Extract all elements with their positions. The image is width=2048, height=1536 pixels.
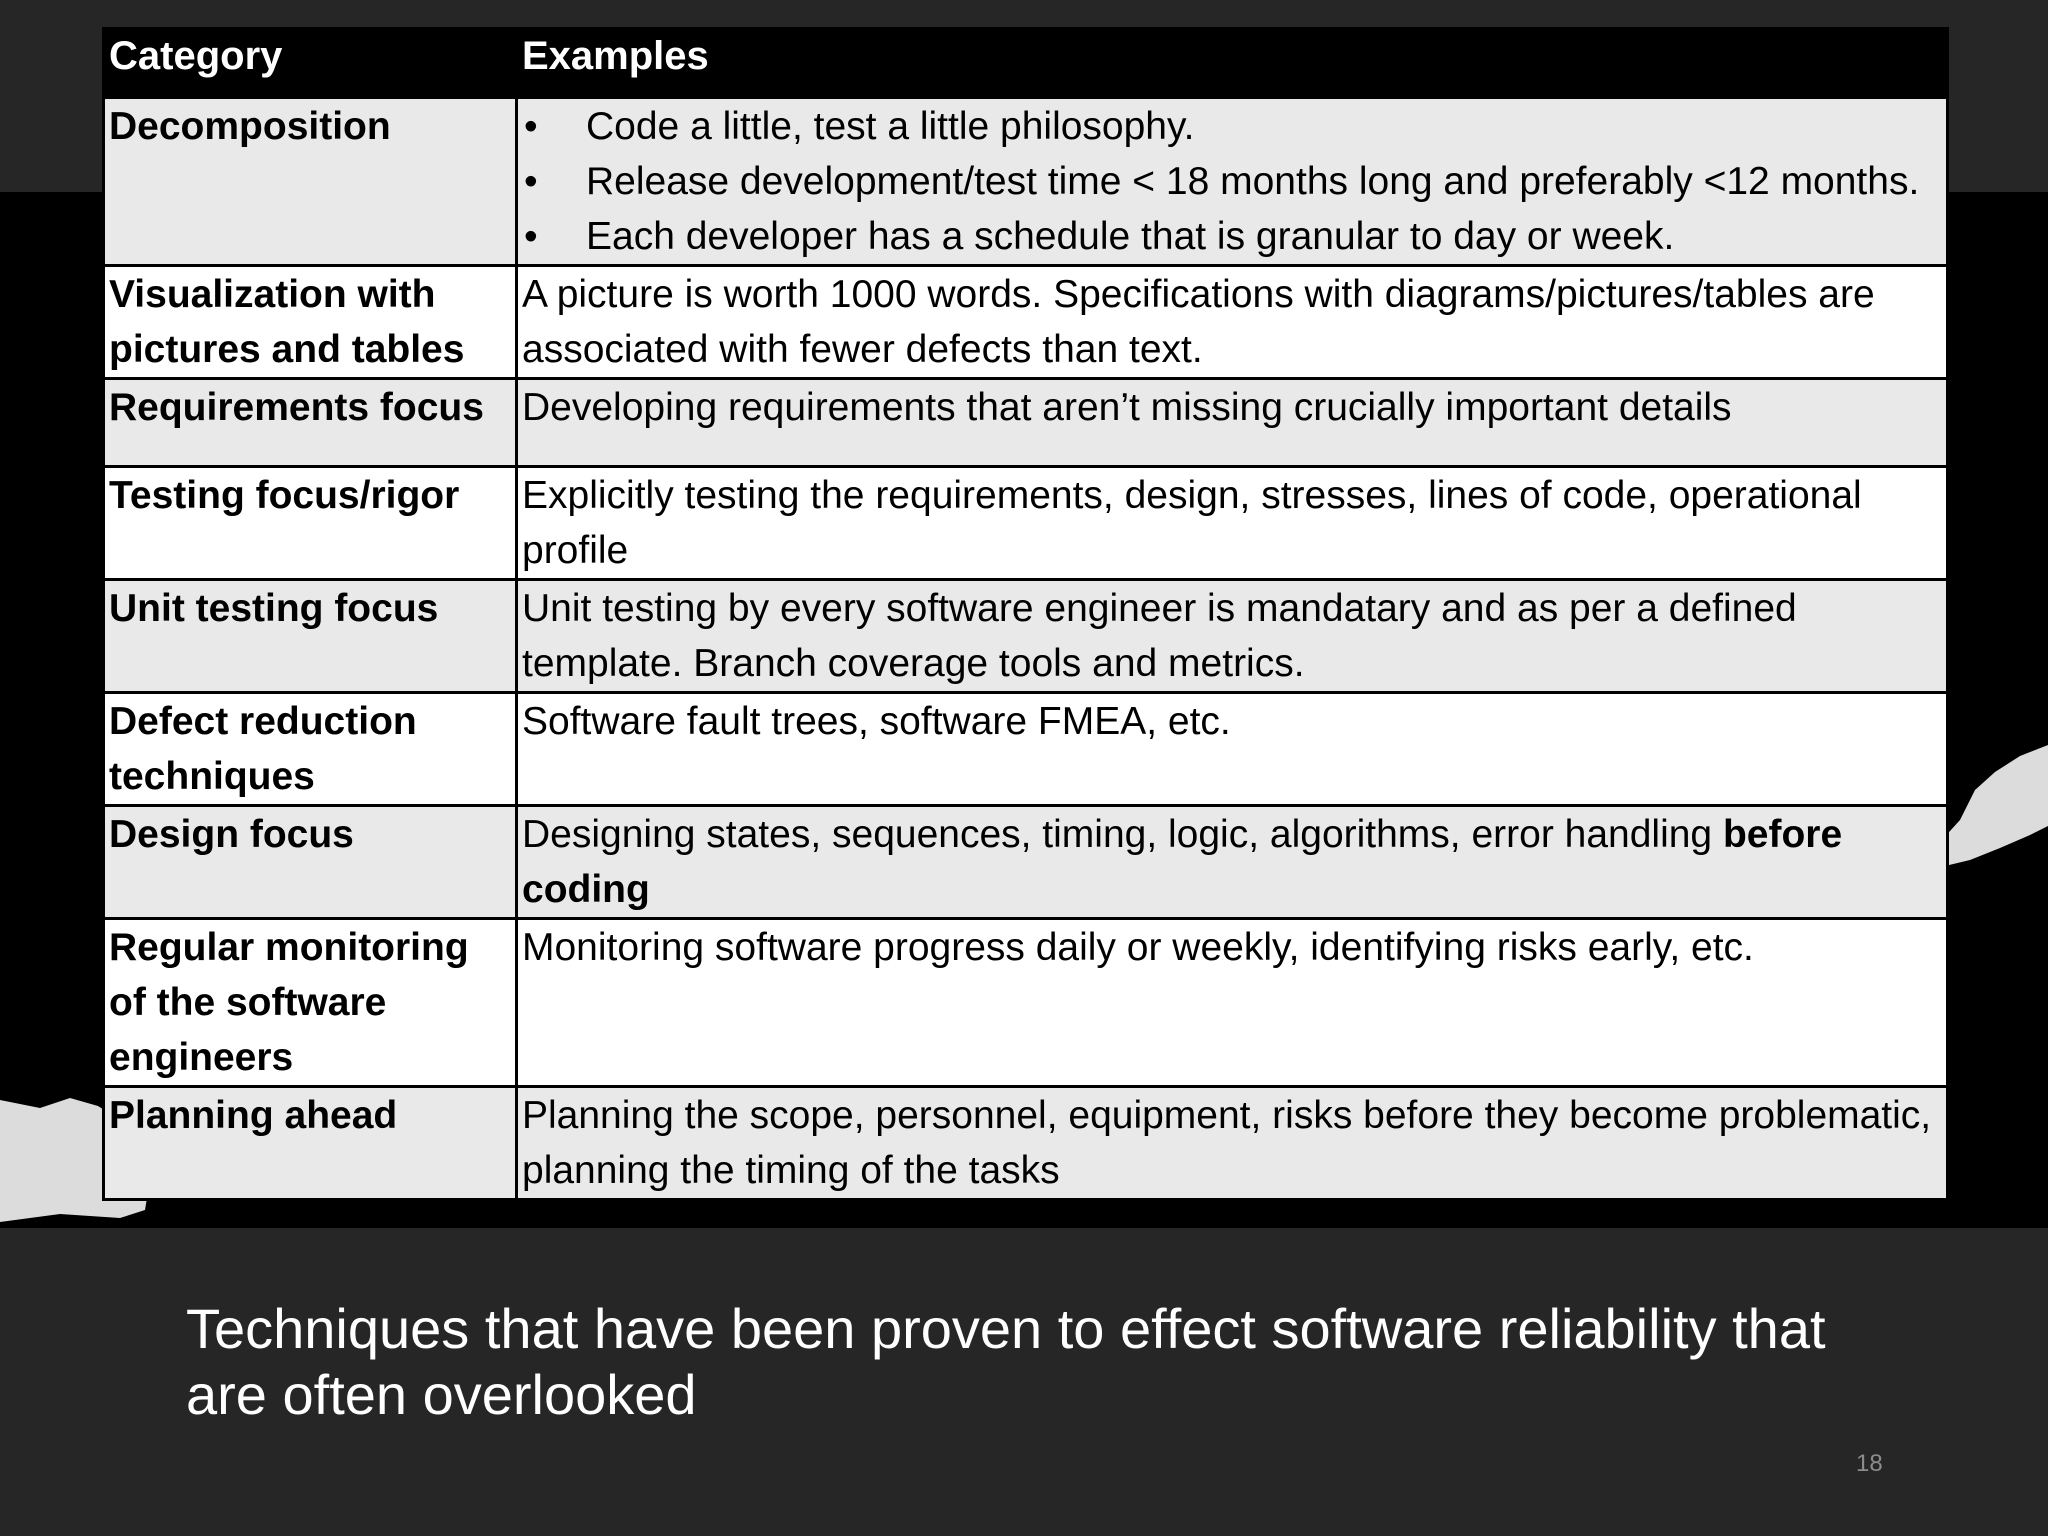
examples-cell: Developing requirements that aren’t missing crucially important details	[517, 379, 1948, 467]
category-cell: Visualization with pictures and tables	[104, 266, 517, 379]
bullet-text: Code a little, test a little philosophy.	[586, 105, 1195, 148]
table-row	[104, 98, 1948, 266]
examples-bullet-list	[522, 99, 1942, 264]
category-cell: Defect reduction techniques	[104, 693, 517, 806]
examples-cell: A picture is worth 1000 words. Specifications with diagrams/pictures/tables are associated with fewer defects than text.	[517, 266, 1948, 379]
category-cell: Regular monitoring of the software engineers	[104, 919, 517, 1087]
page-number: 18	[1856, 1450, 1883, 1477]
torn-paper-right	[1940, 745, 2048, 866]
examples-cell: Explicitly testing the requirements, design, stresses, lines of code, operational profile	[517, 467, 1948, 580]
table-row	[104, 1087, 1948, 1200]
examples-cell	[517, 98, 1948, 266]
examples-cell: Planning the scope, personnel, equipment, risks before they become problematic, planning the timing of the tasks	[517, 1087, 1948, 1200]
table-header-row	[104, 29, 1948, 98]
example-emphasis: before coding	[522, 813, 1843, 911]
header-category: Category	[104, 29, 517, 98]
table-row	[104, 806, 1948, 919]
bullet-text: Each developer has a schedule that is granular to day or week.	[586, 215, 1675, 258]
category-cell: Design focus	[104, 806, 517, 919]
techniques-table	[102, 27, 1949, 1201]
bullet-glyph: •	[524, 215, 538, 258]
header-examples: Examples	[517, 29, 1948, 98]
example-text: Designing states, sequences, timing, logic, algorithms, error handling	[522, 813, 1723, 856]
examples-cell: Monitoring software progress daily or weekly, identifying risks early, etc.	[517, 919, 1948, 1087]
bullet-glyph: •	[524, 105, 538, 148]
table-row	[104, 919, 1948, 1087]
table-row	[104, 266, 1948, 379]
examples-cell: Software fault trees, software FMEA, etc.	[517, 693, 1948, 806]
table-row	[104, 379, 1948, 467]
table-row	[104, 580, 1948, 693]
bullet-glyph: •	[524, 160, 538, 203]
list-item	[522, 154, 1942, 209]
category-cell: Planning ahead	[104, 1087, 517, 1200]
category-cell: Decomposition	[104, 98, 517, 266]
bullet-text: Release development/test time < 18 months long and preferably <12 months.	[586, 160, 1920, 203]
category-cell: Requirements focus	[104, 379, 517, 467]
table-row	[104, 693, 1948, 806]
examples-cell	[517, 806, 1948, 919]
list-item	[522, 99, 1942, 154]
list-item	[522, 209, 1942, 264]
category-cell: Testing focus/rigor	[104, 467, 517, 580]
slide-caption: Techniques that have been proven to effect software reliability that are often overlooked	[186, 1297, 1826, 1426]
category-cell: Unit testing focus	[104, 580, 517, 693]
table-row	[104, 467, 1948, 580]
examples-cell: Unit testing by every software engineer is mandatary and as per a defined template. Branch coverage tools and metrics.	[517, 580, 1948, 693]
